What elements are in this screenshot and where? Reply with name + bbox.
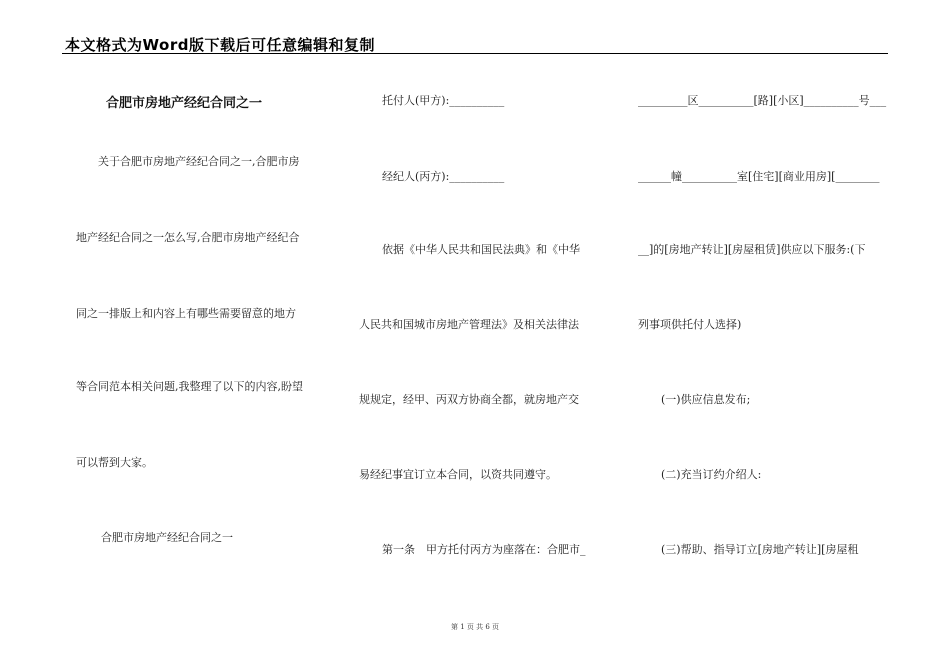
col2-line-5: 规规定，经甲、丙双方协商全都，就房地产交 xyxy=(359,393,579,406)
col3-line-3: __]的[房地产转让][房屋租赁]供应以下服务:(下 xyxy=(638,243,866,256)
col3-line-2: ______幢__________室[住宅][商业用房][________ xyxy=(638,170,880,183)
col2-line-2: 经纪人(丙方):__________ xyxy=(382,170,505,183)
col2-line-6: 易经纪事宜订立本合同，以资共同遵守。 xyxy=(359,468,557,481)
document-title: 合肥市房地产经纪合同之一 xyxy=(106,96,263,111)
col2-line-1: 托付人(甲方):__________ xyxy=(382,94,505,107)
col2-line-4: 人民共和国城市房地产管理法》及相关法律法 xyxy=(359,318,579,331)
col3-line-1: _________区__________[路][小区]__________号___ xyxy=(638,94,887,107)
banner-divider xyxy=(62,53,888,54)
col1-line-5: 可以帮到大家。 xyxy=(76,456,153,469)
col1-line-4: 等合同范本相关问题,我整理了以下的内容,盼望 xyxy=(76,380,303,393)
col1-line-1: 关于合肥市房地产经纪合同之一,合肥市房 xyxy=(98,155,300,168)
col1-line-2: 地产经纪合同之一怎么写,合肥市房地产经纪合 xyxy=(76,231,300,244)
col3-line-5: (一)供应信息发布; xyxy=(661,393,751,406)
col2-line-7: 第一条 甲方托付丙方为座落在：合肥市_ xyxy=(382,543,586,556)
col3-line-4: 列事项供托付人选择) xyxy=(638,318,742,331)
col1-line-3: 同之一排版上和内容上有哪些需要留意的地方 xyxy=(76,307,296,320)
col3-line-6: (二)充当订约介绍人: xyxy=(661,468,762,481)
document-banner: 本文格式为Word版下载后可任意编辑和复制 xyxy=(65,36,375,54)
col3-line-7: (三)帮助、指导订立[房地产转让][房屋租 xyxy=(661,543,859,556)
page-number: 第 1 页 共 6 页 xyxy=(450,623,500,631)
col2-line-3: 依据《中华人民共和国民法典》和《中华 xyxy=(382,243,580,256)
col1-subtitle: 合肥市房地产经纪合同之一 xyxy=(101,531,233,544)
